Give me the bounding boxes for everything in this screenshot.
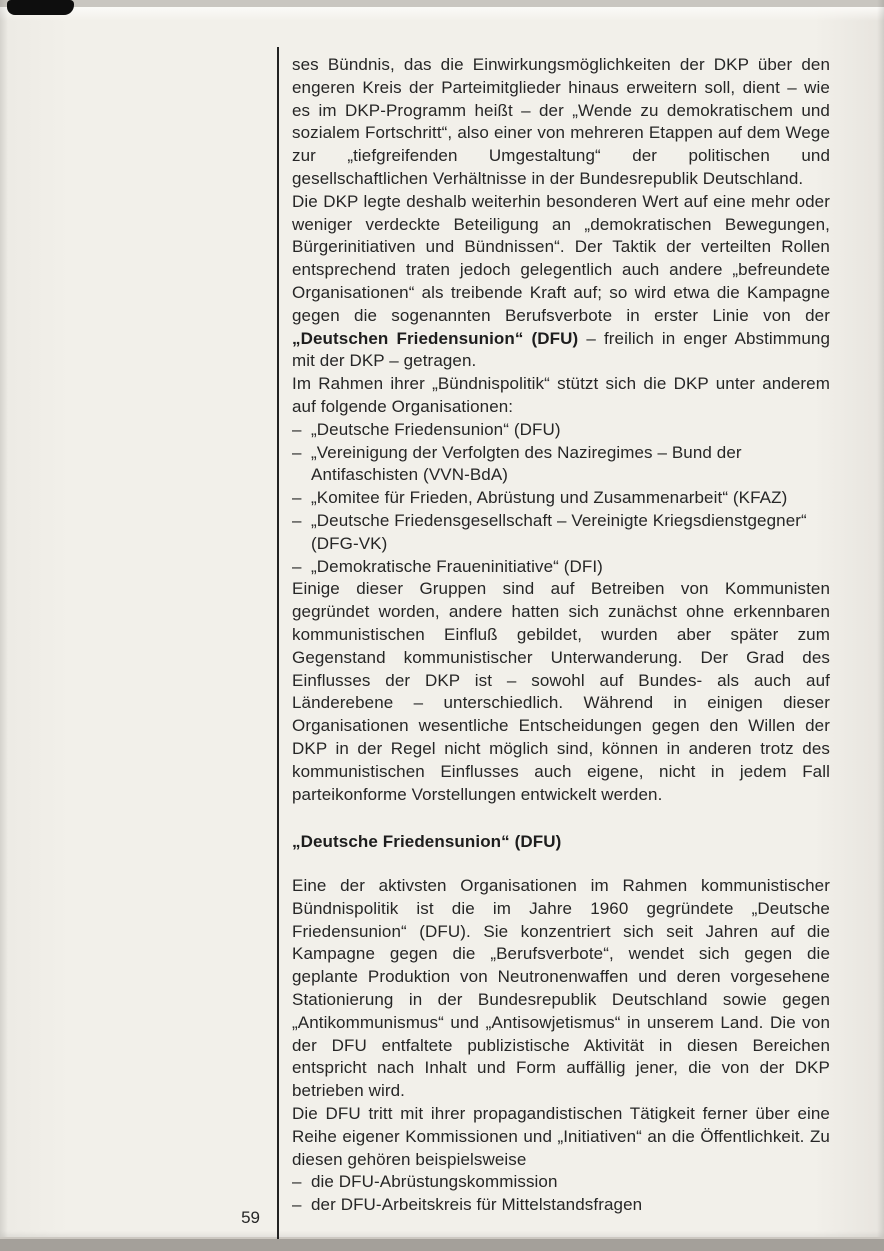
page-number: 59 — [241, 1208, 260, 1227]
list-dash: – — [292, 1195, 302, 1215]
scan-edge-top — [0, 0, 884, 7]
scan-edge-left — [0, 0, 8, 1251]
scan-corner-artifact — [7, 0, 74, 15]
list-item-text: „Vereinigung der Verfolgten des Naziregimes – Bund der Antifaschisten (VVN-BdA) — [311, 442, 742, 485]
list-item — [292, 1194, 830, 1217]
list-item-text: „Deutsche Friedensunion“ (DFU) — [311, 419, 561, 439]
section-heading: „Deutsche Friedensunion“ (DFU) — [292, 832, 562, 852]
list-item-text: „Demokratische Fraueninitiative“ (DFI) — [311, 556, 603, 576]
paragraph-2-text-post: – freilich in enger Abstimmung mit der DKP – getragen. — [292, 328, 830, 371]
list-item — [292, 510, 830, 556]
bold-term-dfu: „Deutschen Friedensunion“ (DFU) — [292, 328, 579, 348]
list-dash: – — [292, 419, 302, 439]
margin-rule — [277, 47, 279, 1239]
list-item-text: „Komitee für Frieden, Abrüstung und Zusammenarbeit“ (KFAZ) — [311, 488, 788, 508]
paragraph-6: Die DFU tritt mit ihrer propagandistischen Tätigkeit ferner über eine Reihe eigener Kommissionen und „Initiativen“ an die Öffentlichkeit. Zu diesen gehören beispielsweise — [292, 1104, 830, 1169]
scan-edge-right — [877, 0, 884, 1251]
list-dash: – — [292, 556, 302, 576]
paragraph-4: Einige dieser Gruppen sind auf Betreiben von Kommunisten gegründet worden, andere hatten sich zunächst ohne erkennbaren kommunistischen Einfluß gebildet, wurden aber später zum Gegenstand kommunistischer Unterwanderung. Der Grad des Einflusses der DKP ist – sowohl auf Bundes- als auch auf Länderebene – unterschiedlich. Während in einigen dieser Organisationen wesentliche Entscheidungen gegen den Willen der DKP in der Regel nicht möglich sind, können in anderen trotz des kommunistischen Einflusses auch eigene, nicht in jedem Fall parteikonforme Vorstellungen entwickelt werden. — [292, 579, 830, 804]
list-item — [292, 419, 830, 442]
dfu-bodies-list — [292, 1171, 830, 1217]
scan-edge-bottom — [0, 1239, 884, 1251]
text-column — [292, 54, 830, 1217]
list-dash: – — [292, 1172, 302, 1192]
list-item-text: die DFU-Abrüstungskommission — [311, 1172, 558, 1192]
list-item — [292, 556, 830, 579]
paragraph-1: ses Bündnis, das die Einwirkungsmöglichkeiten der DKP über den engeren Kreis der Parteimitglieder hinaus erweitern soll, dient – wie es im DKP-Programm heißt – der „Wende zu demokratischem und sozialem Fortschritt“, also einer von mehreren Etappen auf dem Wege zur „tiefgreifenden Umgestaltung“ der politischen und gesellschaftlichen Verhältnisse in der Bundesrepublik Deutschland. — [292, 55, 830, 188]
list-item-text: der DFU-Arbeitskreis für Mittelstandsfragen — [311, 1195, 643, 1215]
organisations-list — [292, 419, 830, 579]
list-item — [292, 1171, 830, 1194]
paragraph-5: Eine der aktivsten Organisationen im Rahmen kommunistischer Bündnispolitik ist die im Jahre 1960 gegründete „Deutsche Friedensunion“ (DFU). Sie konzentriert sich seit Jahren auf die Kampagne gegen die „Berufsverbote“, wendet sich gegen die geplante Produktion von Neutronenwaffen und deren vorgesehene Stationierung in der Bundesrepublik Deutschland sowie gegen „Antikommunismus“ und „Antisowjetismus“ in unserem Land. Die von der DFU entfaltete publizistische Aktivität in diesen Bereichen entspricht nach Inhalt und Form auffällig jener, die von der DKP betrieben wird. — [292, 876, 830, 1101]
list-dash: – — [292, 510, 302, 530]
list-dash: – — [292, 442, 302, 462]
list-dash: – — [292, 488, 302, 508]
paragraph-3: Im Rahmen ihrer „Bündnispolitik“ stützt sich die DKP unter anderem auf folgende Organisationen: — [292, 374, 830, 416]
scan-edge-top-glow — [0, 7, 884, 21]
paragraph-2-text-pre: Die DKP legte deshalb weiterhin besonderen Wert auf eine mehr oder weniger verdeckte Beteiligung an „demokratischen Bewegungen, Bürgerinitiativen und Bündnissen“. Der Taktik der verteilten Rollen entsprechend traten jedoch gelegentlich auch andere „befreundete Organisationen“ als treibende Kraft auf; so wird etwa die Kampagne gegen die sogenannten Berufsverbote in erster Linie von der — [292, 191, 830, 325]
list-item — [292, 487, 830, 510]
paragraph-2 — [292, 191, 830, 373]
list-item — [292, 442, 830, 488]
list-item-text: „Deutsche Friedensgesellschaft – Vereinigte Kriegsdienstgegner“ (DFG-VK) — [311, 510, 807, 553]
